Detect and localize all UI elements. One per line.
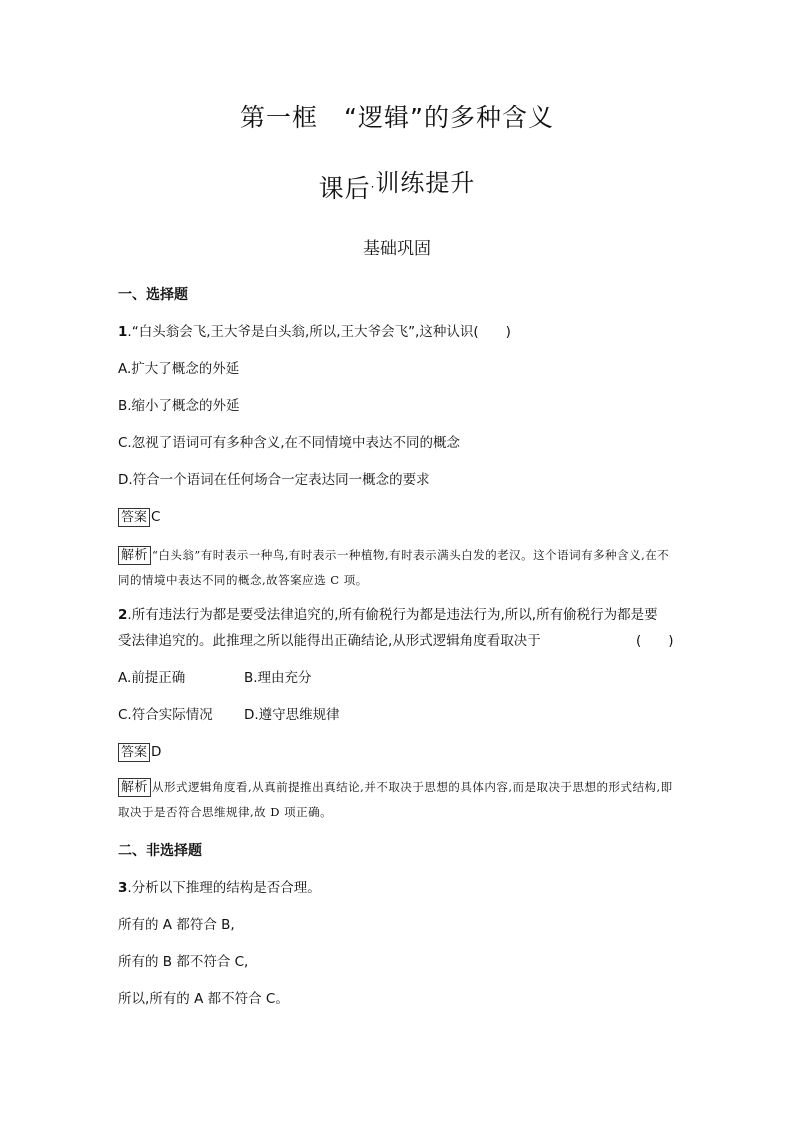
q2-option-c: C.符合实际情况 [118,707,213,723]
q1-number: 1 [118,324,128,340]
q2-option-d: D.遵守思维规律 [244,707,340,723]
q2-analysis-text: 从形式逻辑角度看,从真前提推出真结论,并不取决于思想的具体内容,而是取决于思想的形式结构,即取决于是否符合思维规律,故 D 项正确。 [118,780,673,819]
section-title-a: 课后 [318,174,371,203]
q2-stem-text-1: .所有违法行为都是要受法律追究的,所有偷税行为都是违法行为,所以,所有偷税行为都是要 [127,607,658,623]
q1-option-a: A.扩大了概念的外延 [118,361,240,377]
section-title-b: 训练提升 [375,169,476,197]
q3-premise-1: 所有的 A 都符合 B, [118,917,235,933]
q1-stem [118,322,511,342]
q2-stem-line1 [118,605,658,625]
q1-stem-text: .“白头翁会飞,王大爷是白头翁,所以,王大爷会飞”,这种认识( ) [127,324,511,340]
q1-analysis-text: “白头翁”有时表示一种鸟,有时表示一种植物,有时表示满头白发的老汉。这个语词有多种含义,在不同的情境中表达不同的概念,故答案应选 C 项。 [118,548,670,587]
q2-analysis [118,775,678,825]
q2-answer [118,742,161,762]
subsection-title: 基础巩固 [363,239,431,259]
q1-answer-label: 答案 [118,508,150,527]
section-title-dot: · [370,180,376,194]
q2-answer-paren: ( ) [636,633,674,649]
q1-option-b: B.缩小了概念的外延 [118,398,240,414]
section-title [0,165,794,207]
q1-option-d: D.符合一个语词在任何场合一定表达同一概念的要求 [118,472,430,488]
q3-stem-text: .分析以下推理的结构是否合理。 [127,880,321,896]
q3-conclusion: 所以,所有的 A 都不符合 C。 [118,991,289,1007]
part1-heading: 一、选择题 [118,287,188,303]
q1-answer [118,507,160,527]
q3-number: 3 [118,880,128,896]
q1-answer-value: C [151,509,161,525]
q2-analysis-label: 解析 [118,778,151,797]
q2-answer-value: D [151,744,162,760]
q1-option-c: C.忽视了语词可有多种含义,在不同情境中表达不同的概念 [118,435,461,451]
q1-analysis-label: 解析 [118,546,151,565]
q2-stem-line2: 受法律追究的。此推理之所以能得出正确结论,从形式逻辑角度看取决于 [118,633,541,649]
q3-stem [118,878,321,898]
q1-analysis [118,543,678,593]
part2-heading: 二、非选择题 [118,843,202,859]
q2-option-a: A.前提正确 [118,670,186,686]
q2-answer-label: 答案 [118,743,150,762]
q2-option-b: B.理由充分 [244,670,312,686]
lesson-title: 第一框 “逻辑”的多种含义 [240,103,554,132]
q3-premise-2: 所有的 B 都不符合 C, [118,954,249,970]
q2-number: 2 [118,607,128,623]
